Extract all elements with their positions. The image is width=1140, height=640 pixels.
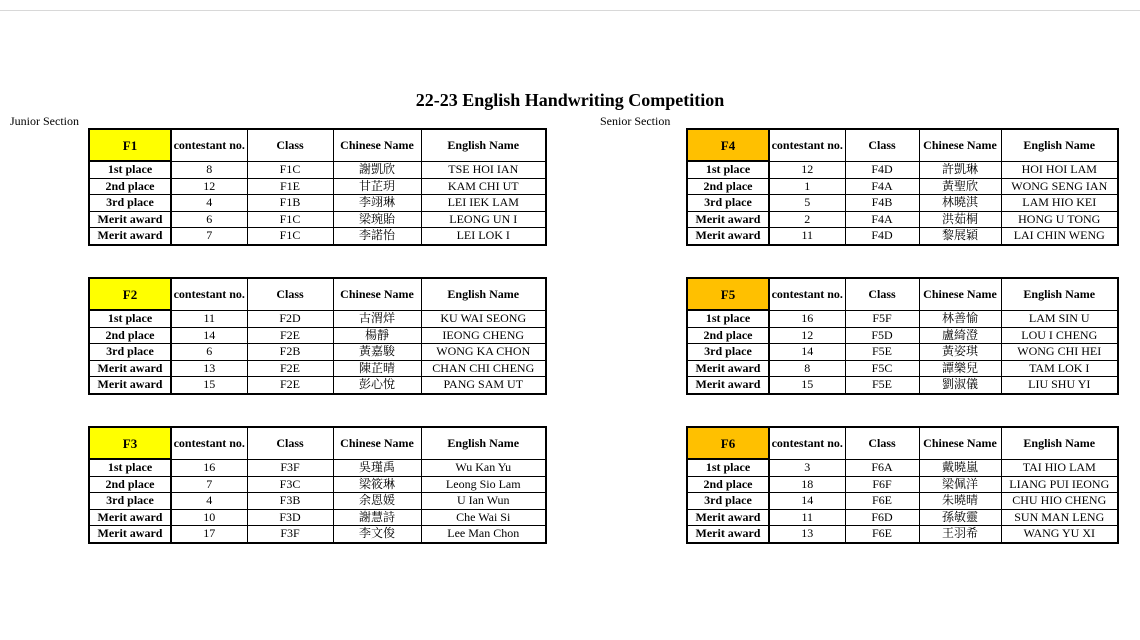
results-table-f6: [686, 426, 1119, 544]
chinese-name-cell: 謝凱欣: [333, 161, 421, 178]
place-cell: Merit award: [89, 377, 171, 394]
results-table-f1: [88, 128, 547, 246]
contestant-no-cell: 1: [769, 178, 845, 195]
header-contestant: contestant no.: [769, 129, 845, 161]
class-cell: F4A: [845, 211, 919, 228]
class-cell: F2D: [247, 310, 333, 327]
table-row: [89, 211, 546, 228]
table-row: [89, 327, 546, 344]
chinese-name-cell: 譚樂兒: [919, 360, 1001, 377]
english-name-cell: TAM LOK I: [1001, 360, 1118, 377]
contestant-no-cell: 13: [769, 526, 845, 543]
header-chinese: Chinese Name: [333, 427, 421, 459]
contestant-no-cell: 12: [171, 178, 247, 195]
header-english: English Name: [421, 427, 546, 459]
class-cell: F1E: [247, 178, 333, 195]
class-cell: F6D: [845, 509, 919, 526]
class-cell: F5C: [845, 360, 919, 377]
header-contestant: contestant no.: [171, 427, 247, 459]
place-cell: Merit award: [89, 526, 171, 543]
contestant-no-cell: 3: [769, 459, 845, 476]
class-cell: F2B: [247, 344, 333, 361]
header-contestant: contestant no.: [769, 278, 845, 310]
table-row: [687, 526, 1118, 543]
header-chinese: Chinese Name: [333, 278, 421, 310]
table-row: [89, 493, 546, 510]
header-contestant: contestant no.: [171, 129, 247, 161]
place-cell: 3rd place: [89, 195, 171, 212]
english-name-cell: WONG KA CHON: [421, 344, 546, 361]
place-cell: 3rd place: [89, 344, 171, 361]
place-cell: 1st place: [687, 459, 769, 476]
contestant-no-cell: 15: [171, 377, 247, 394]
contestant-no-cell: 8: [769, 360, 845, 377]
english-name-cell: Lee Man Chon: [421, 526, 546, 543]
table-row: [687, 377, 1118, 394]
chinese-name-cell: 王羽希: [919, 526, 1001, 543]
table-row: [89, 310, 546, 327]
place-cell: 2nd place: [687, 178, 769, 195]
class-cell: F5E: [845, 377, 919, 394]
chinese-name-cell: 甘芷玥: [333, 178, 421, 195]
chinese-name-cell: 吳瑾禹: [333, 459, 421, 476]
header-contestant: contestant no.: [769, 427, 845, 459]
class-cell: F6E: [845, 493, 919, 510]
class-cell: F4B: [845, 195, 919, 212]
contestant-no-cell: 7: [171, 476, 247, 493]
junior-section-label: Junior Section: [10, 114, 79, 128]
english-name-cell: U Ian Wun: [421, 493, 546, 510]
senior-section-label: Senior Section: [600, 114, 671, 128]
class-cell: F3B: [247, 493, 333, 510]
chinese-name-cell: 黃姿琪: [919, 344, 1001, 361]
header-contestant: contestant no.: [171, 278, 247, 310]
chinese-name-cell: 林善愉: [919, 310, 1001, 327]
contestant-no-cell: 14: [769, 344, 845, 361]
place-cell: Merit award: [687, 211, 769, 228]
place-cell: Merit award: [687, 509, 769, 526]
header-english: English Name: [421, 278, 546, 310]
class-cell: F4D: [845, 228, 919, 245]
chinese-name-cell: 許凱琳: [919, 161, 1001, 178]
header-class: Class: [247, 427, 333, 459]
place-cell: 1st place: [89, 161, 171, 178]
table-row: [687, 493, 1118, 510]
english-name-cell: LIU SHU YI: [1001, 377, 1118, 394]
english-name-cell: LEONG UN I: [421, 211, 546, 228]
class-cell: F2E: [247, 360, 333, 377]
english-name-cell: CHU HIO CHENG: [1001, 493, 1118, 510]
chinese-name-cell: 古渭烊: [333, 310, 421, 327]
place-cell: 1st place: [687, 161, 769, 178]
header-chinese: Chinese Name: [919, 129, 1001, 161]
contestant-no-cell: 11: [769, 509, 845, 526]
chinese-name-cell: 劉淑儀: [919, 377, 1001, 394]
table-row: [89, 344, 546, 361]
contestant-no-cell: 17: [171, 526, 247, 543]
class-cell: F6F: [845, 476, 919, 493]
place-cell: Merit award: [89, 360, 171, 377]
header-class: Class: [845, 278, 919, 310]
table-row: [89, 459, 546, 476]
table-row: [687, 178, 1118, 195]
results-table-f3: [88, 426, 547, 544]
class-cell: F5F: [845, 310, 919, 327]
chinese-name-cell: 李文俊: [333, 526, 421, 543]
contestant-no-cell: 18: [769, 476, 845, 493]
table-row: [89, 476, 546, 493]
class-cell: F2E: [247, 377, 333, 394]
header-english: English Name: [1001, 129, 1118, 161]
place-cell: 3rd place: [687, 344, 769, 361]
contestant-no-cell: 15: [769, 377, 845, 394]
place-cell: 2nd place: [89, 476, 171, 493]
class-cell: F3C: [247, 476, 333, 493]
form-label: F5: [687, 278, 769, 310]
results-table-f2: [88, 277, 547, 395]
contestant-no-cell: 6: [171, 344, 247, 361]
table-row: [89, 161, 546, 178]
place-cell: 1st place: [89, 459, 171, 476]
table-row: [687, 195, 1118, 212]
place-cell: Merit award: [687, 360, 769, 377]
header-class: Class: [247, 278, 333, 310]
table-row: [687, 161, 1118, 178]
header-english: English Name: [1001, 427, 1118, 459]
place-cell: Merit award: [89, 228, 171, 245]
english-name-cell: WANG YU XI: [1001, 526, 1118, 543]
english-name-cell: Che Wai Si: [421, 509, 546, 526]
header-class: Class: [247, 129, 333, 161]
place-cell: Merit award: [687, 377, 769, 394]
contestant-no-cell: 8: [171, 161, 247, 178]
table-row: [89, 377, 546, 394]
form-label: F2: [89, 278, 171, 310]
contestant-no-cell: 11: [769, 228, 845, 245]
english-name-cell: KAM CHI UT: [421, 178, 546, 195]
place-cell: 3rd place: [687, 493, 769, 510]
header-class: Class: [845, 129, 919, 161]
contestant-no-cell: 6: [171, 211, 247, 228]
english-name-cell: LEI IEK LAM: [421, 195, 546, 212]
english-name-cell: TAI HIO LAM: [1001, 459, 1118, 476]
class-cell: F6E: [845, 526, 919, 543]
contestant-no-cell: 13: [171, 360, 247, 377]
english-name-cell: PANG SAM UT: [421, 377, 546, 394]
header-chinese: Chinese Name: [919, 427, 1001, 459]
class-cell: F1B: [247, 195, 333, 212]
table-row: [89, 526, 546, 543]
place-cell: 1st place: [89, 310, 171, 327]
table-row: [89, 178, 546, 195]
contestant-no-cell: 10: [171, 509, 247, 526]
form-label: F4: [687, 129, 769, 161]
chinese-name-cell: 李翊琳: [333, 195, 421, 212]
chinese-name-cell: 陳芷晴: [333, 360, 421, 377]
class-cell: F3D: [247, 509, 333, 526]
place-cell: Merit award: [89, 211, 171, 228]
place-cell: 2nd place: [89, 327, 171, 344]
header-chinese: Chinese Name: [919, 278, 1001, 310]
form-label: F1: [89, 129, 171, 161]
english-name-cell: HOI HOI LAM: [1001, 161, 1118, 178]
chinese-name-cell: 林曉淇: [919, 195, 1001, 212]
chinese-name-cell: 梁佩洋: [919, 476, 1001, 493]
contestant-no-cell: 12: [769, 161, 845, 178]
class-cell: F2E: [247, 327, 333, 344]
place-cell: 3rd place: [687, 195, 769, 212]
contestant-no-cell: 4: [171, 195, 247, 212]
english-name-cell: WONG SENG IAN: [1001, 178, 1118, 195]
header-chinese: Chinese Name: [333, 129, 421, 161]
results-table-f5: [686, 277, 1119, 395]
contestant-no-cell: 2: [769, 211, 845, 228]
chinese-name-cell: 楊靜: [333, 327, 421, 344]
contestant-no-cell: 5: [769, 195, 845, 212]
english-name-cell: LOU I CHENG: [1001, 327, 1118, 344]
contestant-no-cell: 7: [171, 228, 247, 245]
english-name-cell: LAM HIO KEI: [1001, 195, 1118, 212]
english-name-cell: SUN MAN LENG: [1001, 509, 1118, 526]
table-row: [687, 459, 1118, 476]
header-english: English Name: [1001, 278, 1118, 310]
chinese-name-cell: 黃嘉駿: [333, 344, 421, 361]
chinese-name-cell: 梁筱琳: [333, 476, 421, 493]
chinese-name-cell: 梁琬貽: [333, 211, 421, 228]
place-cell: Merit award: [687, 228, 769, 245]
contestant-no-cell: 14: [769, 493, 845, 510]
table-row: [687, 310, 1118, 327]
table-row: [687, 476, 1118, 493]
chinese-name-cell: 黎展穎: [919, 228, 1001, 245]
place-cell: Merit award: [687, 526, 769, 543]
class-cell: F5D: [845, 327, 919, 344]
results-table-f4: [686, 128, 1119, 246]
contestant-no-cell: 4: [171, 493, 247, 510]
table-row: [89, 509, 546, 526]
class-cell: F5E: [845, 344, 919, 361]
class-cell: F3F: [247, 526, 333, 543]
english-name-cell: LAI CHIN WENG: [1001, 228, 1118, 245]
place-cell: 2nd place: [687, 327, 769, 344]
class-cell: F1C: [247, 228, 333, 245]
class-cell: F1C: [247, 211, 333, 228]
table-row: [687, 509, 1118, 526]
english-name-cell: Wu Kan Yu: [421, 459, 546, 476]
english-name-cell: IEONG CHENG: [421, 327, 546, 344]
table-row: [687, 344, 1118, 361]
english-name-cell: LEI LOK I: [421, 228, 546, 245]
chinese-name-cell: 余恩媛: [333, 493, 421, 510]
english-name-cell: CHAN CHI CHENG: [421, 360, 546, 377]
place-cell: 2nd place: [687, 476, 769, 493]
class-cell: F4A: [845, 178, 919, 195]
class-cell: F4D: [845, 161, 919, 178]
contestant-no-cell: 16: [171, 459, 247, 476]
english-name-cell: HONG U TONG: [1001, 211, 1118, 228]
form-label: F3: [89, 427, 171, 459]
top-divider: [0, 10, 1140, 11]
table-row: [687, 360, 1118, 377]
english-name-cell: LIANG PUI IEONG: [1001, 476, 1118, 493]
chinese-name-cell: 孫敏靈: [919, 509, 1001, 526]
header-english: English Name: [421, 129, 546, 161]
contestant-no-cell: 16: [769, 310, 845, 327]
page-title: 22-23 English Handwriting Competition: [415, 90, 725, 110]
form-label: F6: [687, 427, 769, 459]
chinese-name-cell: 黃聖欣: [919, 178, 1001, 195]
contestant-no-cell: 12: [769, 327, 845, 344]
table-row: [687, 228, 1118, 245]
english-name-cell: LAM SIN U: [1001, 310, 1118, 327]
class-cell: F3F: [247, 459, 333, 476]
chinese-name-cell: 彭心悅: [333, 377, 421, 394]
place-cell: 1st place: [687, 310, 769, 327]
english-name-cell: TSE HOI IAN: [421, 161, 546, 178]
class-cell: F1C: [247, 161, 333, 178]
class-cell: F6A: [845, 459, 919, 476]
chinese-name-cell: 盧綺澄: [919, 327, 1001, 344]
place-cell: 3rd place: [89, 493, 171, 510]
english-name-cell: KU WAI SEONG: [421, 310, 546, 327]
chinese-name-cell: 朱曉晴: [919, 493, 1001, 510]
table-row: [89, 228, 546, 245]
chinese-name-cell: 謝慧詩: [333, 509, 421, 526]
place-cell: Merit award: [89, 509, 171, 526]
header-class: Class: [845, 427, 919, 459]
table-row: [687, 211, 1118, 228]
chinese-name-cell: 李諾怡: [333, 228, 421, 245]
english-name-cell: Leong Sio Lam: [421, 476, 546, 493]
table-row: [89, 360, 546, 377]
place-cell: 2nd place: [89, 178, 171, 195]
chinese-name-cell: 戴曉嵐: [919, 459, 1001, 476]
contestant-no-cell: 14: [171, 327, 247, 344]
table-row: [687, 327, 1118, 344]
english-name-cell: WONG CHI HEI: [1001, 344, 1118, 361]
chinese-name-cell: 洪茹桐: [919, 211, 1001, 228]
contestant-no-cell: 11: [171, 310, 247, 327]
table-row: [89, 195, 546, 212]
